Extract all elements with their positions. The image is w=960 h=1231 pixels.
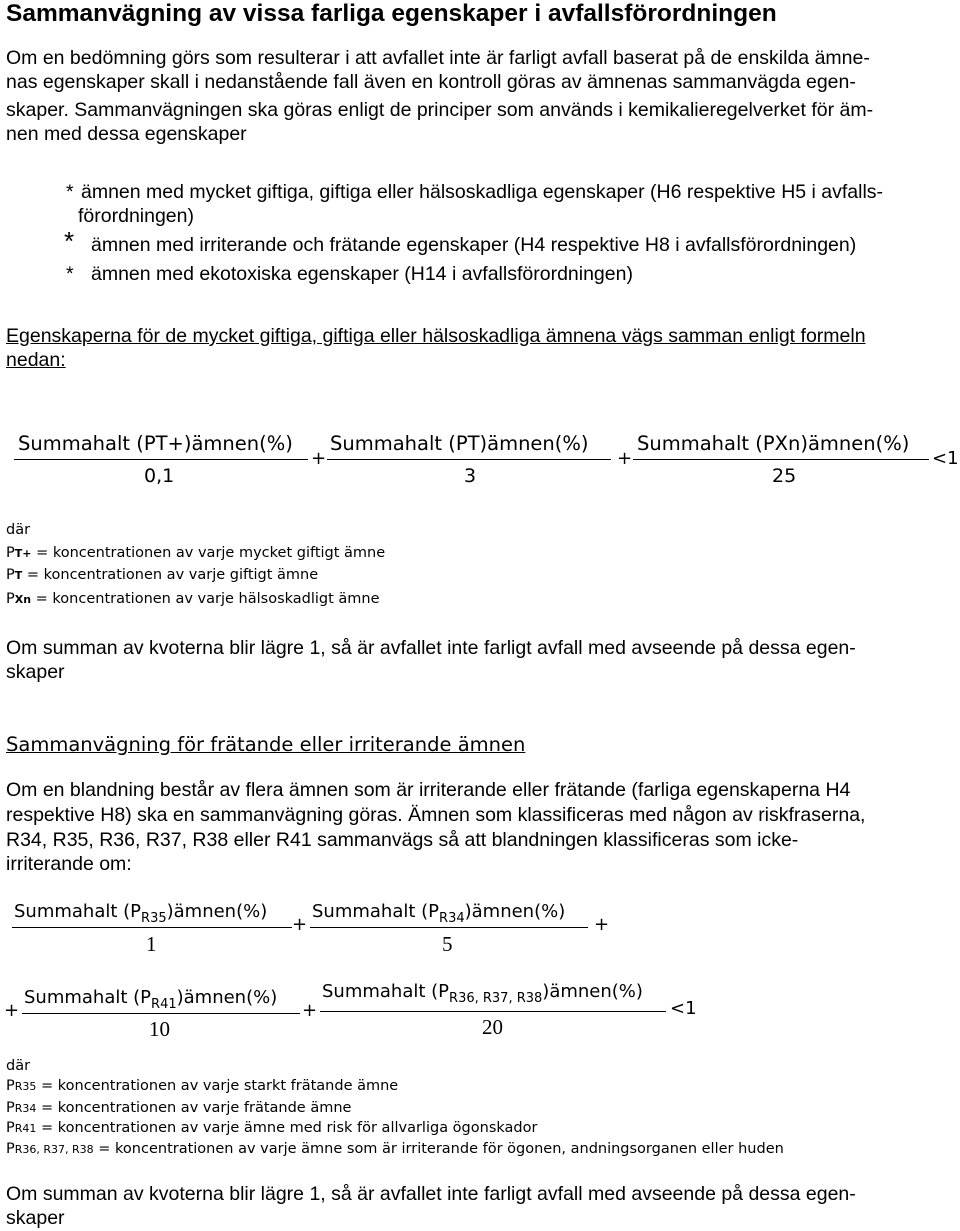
definition-text: = koncentrationen av varje ämne med risk för allvarliga ögonskador <box>41 1120 538 1136</box>
definition-row <box>6 591 380 607</box>
fraction-numerator: Summahalt $(P_{R36, R37, R38})ämnen(\%)$ <box>322 981 643 1006</box>
definition-symbol: P <box>6 545 15 561</box>
plus-sign: + <box>594 914 610 935</box>
definition-text: = koncentrationen av varje starkt frätande ämne <box>41 1078 399 1094</box>
definition-text: = koncentrationen av varje ämne som är irriterande för ögonen, andningsorganen eller huden <box>98 1141 784 1157</box>
bullet-star: * <box>66 263 74 285</box>
plus-sign: + <box>311 448 327 469</box>
intro-line: nen med dessa egenskaper <box>6 123 247 145</box>
relation: <1 <box>670 998 697 1019</box>
fraction-denominator: 25 <box>772 465 797 487</box>
bullet-text: ämnen med irriterande och frätande egenskaper (H4 respektive H8 i avfallsförordningen) <box>91 234 857 256</box>
fraction-line <box>320 1011 666 1012</box>
fraction-denominator: 1 <box>146 932 157 956</box>
definition-symbol: P <box>6 591 15 607</box>
definition-row <box>6 1120 537 1136</box>
body-line: irriterande om: <box>6 853 132 875</box>
fraction-denominator: 0,1 <box>144 465 175 487</box>
bullet-star: * <box>66 181 74 203</box>
plus-sign: + <box>4 1000 20 1021</box>
conclusion: Om summan av kvoterna blir lägre 1, så är avfallet inte farligt avfall med avseende på dessa egen- <box>6 1183 856 1205</box>
definition-text: = koncentrationen av varje giftigt ämne <box>26 567 319 583</box>
formula-intro: nedan: <box>6 349 66 371</box>
definition-subscript: R36, R37, R38 <box>14 1143 94 1156</box>
fraction-line <box>327 459 611 460</box>
definition-text: = koncentrationen av varje frätande ämne <box>41 1100 352 1116</box>
definition-row <box>6 567 318 583</box>
definition-symbol: P <box>6 567 15 583</box>
definition-row <box>6 1141 784 1157</box>
fraction-line <box>14 459 308 460</box>
intro-line: Om en bedömning görs som resulterar i att avfallet inte är farligt avfall baserat på de enskilda ämne- <box>6 47 870 69</box>
fraction-line <box>12 927 292 928</box>
definition-text: = koncentrationen av varje mycket giftigt ämne <box>36 545 386 561</box>
bullet-text: förordningen) <box>78 205 194 227</box>
relation: <1 <box>932 448 959 469</box>
definition-row <box>6 1078 398 1094</box>
body-line: R34, R35, R36, R37, R38 eller R41 sammanvägs så att blandningen klassificeras som icke- <box>6 829 799 851</box>
fraction-denominator: 3 <box>464 465 477 487</box>
bullet-text: ämnen med ekotoxiska egenskaper (H14 i avfallsförordningen) <box>91 263 633 285</box>
dar-label: där <box>6 522 31 538</box>
definition-text: = koncentrationen av varje hälsoskadligt ämne <box>35 591 380 607</box>
definition-row <box>6 1100 351 1116</box>
fraction-numerator: Summahalt (PT)ämnen(%) <box>330 432 589 455</box>
definition-subscript: R35 <box>14 1080 37 1093</box>
plus-sign: + <box>292 914 308 935</box>
definition-subscript: T <box>14 569 23 582</box>
fraction-numerator: Summahalt $(P_{R41})ämnen(\%)$ <box>24 987 278 1012</box>
definition-symbol: P <box>6 1078 15 1094</box>
fraction-line <box>633 459 929 460</box>
conclusion: Om summan av kvoterna blir lägre 1, så är avfallet inte farligt avfall med avseende på dessa egen- <box>6 637 856 659</box>
fraction-denominator: 10 <box>149 1017 170 1041</box>
intro-line: skaper. Sammanvägningen ska göras enligt de principer som används i kemikalieregelverket för äm- <box>6 99 874 121</box>
plus-sign: + <box>302 1000 318 1021</box>
bullet-star: * <box>64 226 75 256</box>
fraction-numerator: Summahalt $(P_{R34})ämnen(\%)$ <box>312 901 566 926</box>
fraction-denominator: 20 <box>482 1015 503 1039</box>
fraction-denominator: 5 <box>442 932 453 956</box>
dar-label: där <box>6 1058 31 1074</box>
conclusion: skaper <box>6 661 65 683</box>
definition-symbol: P <box>6 1100 15 1116</box>
conclusion: skaper <box>6 1207 65 1229</box>
fraction-numerator: Summahalt $(P_{R35})ämnen(\%)$ <box>14 901 268 926</box>
definition-subscript: R34 <box>14 1102 37 1115</box>
definition-subscript: R41 <box>14 1122 37 1135</box>
formula-intro: Egenskaperna för de mycket giftiga, giftiga eller hälsoskadliga ämnena vägs samman enligt formeln <box>6 325 866 347</box>
definition-subscript: Xn <box>14 593 32 606</box>
definition-symbol: P <box>6 1141 15 1157</box>
fraction-numerator: Summahalt (PT+)ämnen(%) <box>18 432 293 455</box>
body-line: respektive H8) ska en sammanvägning göras. Ämnen som klassificeras med någon av riskfraserna, <box>6 804 866 826</box>
definition-symbol: P <box>6 1120 15 1136</box>
body-line: Om en blandning består av flera ämnen som är irriterande eller frätande (farliga egenskaperna H4 <box>6 779 851 801</box>
page-title: Sammanvägning av vissa farliga egenskaper i avfallsförordningen <box>6 0 777 27</box>
bullet-text: ämnen med mycket giftiga, giftiga eller hälsoskadliga egenskaper (H6 respektive H5 i avfalls- <box>81 181 884 203</box>
fraction-line <box>22 1013 300 1014</box>
definition-subscript: T+ <box>14 547 32 560</box>
section-heading: Sammanvägning för frätande eller irriterande ämnen <box>6 733 526 756</box>
intro-line: nas egenskaper skall i nedanstående fall även en kontroll göras av ämnenas sammanvägda egen- <box>6 71 856 93</box>
fraction-numerator: Summahalt (PXn)ämnen(%) <box>637 432 910 455</box>
definition-row <box>6 545 385 561</box>
fraction-line <box>310 927 588 928</box>
plus-sign: + <box>617 448 633 469</box>
